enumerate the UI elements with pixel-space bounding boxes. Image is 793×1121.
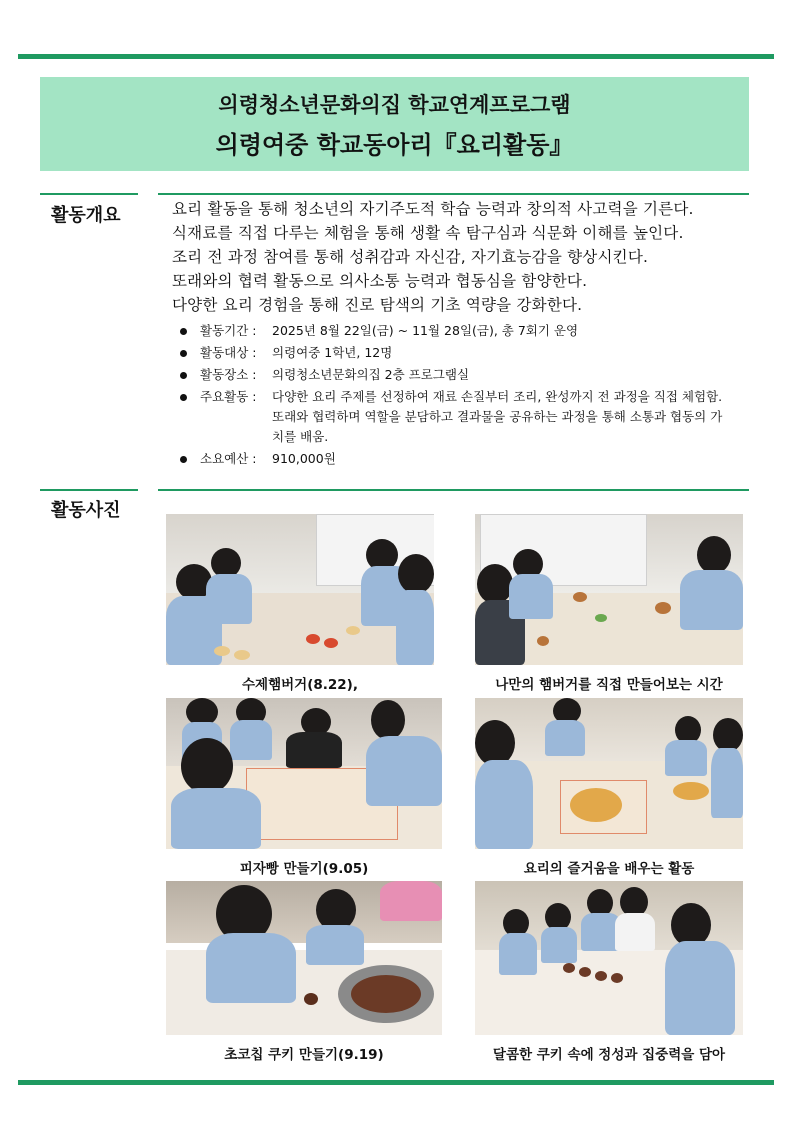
overview-paragraph: 다양한 요리 경험을 통해 진로 탐색의 기초 역량을 강화한다. [172,296,583,314]
bottom-rule [18,1080,774,1085]
detail-main-activity [172,387,752,447]
overview-body [172,197,752,471]
photo-chocochip-cookie [166,881,442,1035]
title-box [40,77,749,171]
overview-paragraph: 식재료를 직접 다루는 체험을 통해 생활 속 탐구심과 식문화 이해를 높인다. [172,224,684,242]
photo-joy-of-cooking [475,698,743,849]
photo-caption: 초코칩 쿠키 만들기(9.19) [224,1047,384,1063]
detail-label: 소요예산 : [200,451,257,466]
overview-paragraph: 요리 활동을 통해 청소년의 자기주도적 학습 능력과 창의적 사고력을 기른다. [172,200,694,218]
photo-caption: 수제햄버거(8.22), [242,677,358,693]
detail-target [172,343,752,363]
photo-pizza-bread [166,698,442,849]
overview-details [172,321,752,469]
bullet-dot-icon [180,350,187,357]
photo-own-burger [475,514,743,665]
detail-value: 의령여중 1학년, 12명 [272,345,393,360]
detail-value: 2025년 8월 22일(금) ~ 11월 28일(금), 총 7회기 운영 [272,323,579,338]
overview-content-rule [158,193,749,195]
photo-homemade-burger [166,514,434,665]
detail-value: 의령청소년문화의집 2층 프로그램실 [272,367,470,382]
bullet-dot-icon [180,456,187,463]
bullet-dot-icon [180,394,187,401]
top-rule [18,54,774,59]
photo-caption: 나만의 햄버거를 직접 만들어보는 시간 [495,677,723,693]
detail-label: 활동기간 : [200,323,257,338]
photo-caption: 요리의 즐거움을 배우는 활동 [523,861,695,877]
photo-sweet-cookie [475,881,743,1035]
photos-label: 활동사진 [51,500,121,521]
photo-caption: 달콤한 쿠키 속에 정성과 집중력을 담아 [492,1047,726,1063]
overview-paragraph: 조리 전 과정 참여를 통해 성취감과 자신감, 자기효능감을 향상시킨다. [172,248,649,266]
bullet-dot-icon [180,372,187,379]
title-line-1: 의령청소년문화의집 학교연계프로그램 [218,93,571,117]
bullet-dot-icon [180,328,187,335]
detail-label: 주요활동 : [200,389,257,404]
overview-label: 활동개요 [51,205,121,226]
overview-paragraph: 또래와의 협력 활동으로 의사소통 능력과 협동심을 함양한다. [172,272,588,290]
detail-label: 활동대상 : [200,345,257,360]
detail-label: 활동장소 : [200,367,257,382]
photo-caption: 피자빵 만들기(9.05) [239,861,369,877]
detail-period [172,321,752,341]
overview-label-rule [40,193,138,195]
title-line-2: 의령여중 학교동아리『요리활동』 [215,131,574,159]
detail-value: 910,000원 [272,451,336,466]
photos-label-rule [40,489,138,491]
detail-place [172,365,752,385]
photos-content-rule [158,489,749,491]
detail-value: 다양한 요리 주제를 선정하여 재료 손질부터 조리, 완성까지 전 과정을 직접 체험함. 또래와 협력하며 역할을 분담하고 결과물을 공유하는 과정을 통해 소통과 협동의 가치를 배움. [272,389,723,444]
detail-budget [172,449,752,469]
